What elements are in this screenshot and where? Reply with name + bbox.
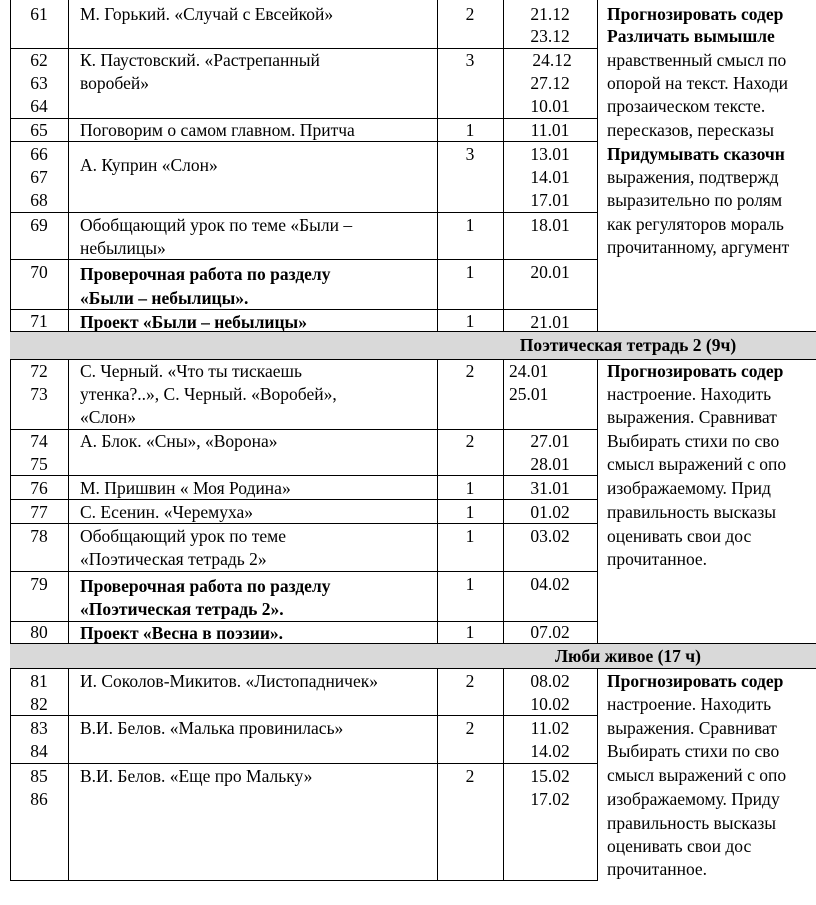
activity-line: смысл выражений с опо	[607, 765, 787, 785]
activity-line: выразительно по ролям	[607, 190, 783, 210]
lesson-title: утенка?..», С. Черный. «Воробей»,	[80, 384, 337, 404]
activity-line: оценивать свои дос	[607, 836, 752, 856]
lesson-title: С. Черный. «Что ты тискаешь	[80, 361, 303, 381]
lesson-number: 73	[30, 384, 48, 404]
activity-line: Придумывать сказочн	[607, 144, 785, 164]
lesson-title: воробей»	[80, 73, 149, 93]
column-border	[68, 668, 69, 881]
lesson-date: 28.01	[530, 454, 570, 474]
lesson-title: А. Куприн «Слон»	[80, 155, 218, 175]
lesson-hours: 2	[465, 671, 475, 691]
lesson-number: 79	[30, 574, 48, 594]
lesson-title: «Слон»	[80, 407, 137, 427]
lesson-number: 71	[30, 311, 48, 331]
lesson-number: 66	[30, 144, 48, 164]
lesson-title: М. Пришвин « Моя Родина»	[80, 478, 291, 498]
lesson-date: 23.12	[530, 26, 570, 46]
lesson-hours: 2	[465, 718, 475, 738]
lesson-title: М. Горький. «Случай с Евсейкой»	[80, 4, 334, 24]
lesson-hours: 2	[465, 4, 475, 24]
lesson-title: Проверочная работа по разделу	[80, 264, 331, 284]
lesson-title: А. Блок. «Сны», «Ворона»	[80, 431, 278, 451]
lesson-hours: 3	[465, 50, 475, 70]
column-border	[68, 0, 69, 331]
lesson-title: Проект «Были – небылицы»	[80, 312, 307, 332]
lesson-date: 24.12	[532, 50, 572, 70]
activity-line: изображаемому. Прид	[607, 478, 771, 498]
section-title: Люби живое (17 ч)	[554, 646, 701, 666]
lesson-number: 70	[30, 262, 48, 282]
lesson-hours: 1	[465, 478, 475, 498]
section-title: Поэтическая тетрадь 2 (9ч)	[519, 335, 737, 355]
lesson-number: 62	[30, 50, 48, 70]
lesson-title: Поговорим о самом главном. Притча	[80, 120, 355, 140]
lesson-date: 31.01	[530, 478, 570, 498]
activity-line: Прогнозировать содер	[607, 671, 784, 691]
lesson-number: 65	[30, 120, 48, 140]
column-border	[597, 668, 598, 881]
activity-line: прочитанному, аргумент	[607, 237, 790, 257]
lesson-date: 08.02	[530, 671, 570, 691]
activity-line: выражения. Сравниват	[607, 407, 777, 427]
lesson-title: Обобщающий урок по теме «Были –	[80, 215, 353, 235]
lesson-date: 15.02	[530, 766, 570, 786]
activity-line: прочитанное.	[607, 859, 708, 879]
lesson-number: 83	[30, 718, 48, 738]
lesson-title: С. Есенин. «Черемуха»	[80, 502, 253, 522]
activity-line: правильность высказы	[607, 502, 777, 522]
lesson-date: 04.02	[530, 574, 570, 594]
lesson-number: 84	[30, 741, 48, 761]
activity-line: правильность высказы	[607, 813, 777, 833]
lesson-number: 77	[30, 502, 48, 522]
lesson-title: В.И. Белов. «Малька провинилась»	[80, 718, 344, 738]
lesson-date: 21.12	[530, 4, 570, 24]
lesson-title: В.И. Белов. «Еще про Мальку»	[80, 766, 313, 786]
lesson-number: 78	[30, 526, 48, 546]
lesson-title: «Поэтическая тетрадь 2».	[80, 599, 284, 619]
activity-line: смысл выражений с опо	[607, 454, 787, 474]
lesson-date: 27.01	[530, 431, 570, 451]
lesson-hours: 1	[465, 262, 475, 282]
activity-line: Прогнозировать содер	[607, 361, 784, 381]
column-border	[597, 359, 598, 643]
activity-line: Выбирать стихи по сво	[607, 741, 780, 761]
lesson-title: И. Соколов-Микитов. «Листопадничек»	[80, 671, 378, 691]
lesson-title: «Были – небылицы».	[80, 288, 249, 308]
lesson-title: К. Паустовский. «Растрепанный	[80, 50, 320, 70]
activity-line: Выбирать стихи по сво	[607, 431, 780, 451]
lesson-hours: 3	[465, 144, 475, 164]
lesson-hours: 2	[465, 431, 475, 451]
lesson-title: Обобщающий урок по теме	[80, 526, 286, 546]
activity-line: настроение. Находить	[607, 694, 772, 714]
lesson-title: Проект «Весна в поэзии».	[80, 623, 284, 643]
lesson-number: 68	[30, 190, 48, 210]
lesson-number: 64	[30, 96, 48, 116]
lesson-number: 61	[30, 4, 48, 24]
lesson-hours: 1	[465, 526, 475, 546]
lesson-date: 14.01	[530, 167, 570, 187]
lesson-date: 18.01	[530, 215, 570, 235]
lesson-date: 17.01	[530, 190, 570, 210]
column-border	[68, 359, 69, 643]
activity-line: как регуляторов мораль	[607, 214, 784, 234]
lesson-date: 03.02	[530, 526, 570, 546]
lesson-hours: 1	[465, 502, 475, 522]
lesson-number: 80	[30, 622, 48, 642]
lesson-date: 10.01	[530, 96, 570, 116]
activity-line: оценивать свои дос	[607, 526, 752, 546]
lesson-date: 01.02	[530, 502, 570, 522]
row-border	[10, 880, 598, 881]
lesson-hours: 2	[465, 361, 475, 381]
lesson-hours: 1	[465, 574, 475, 594]
lesson-number: 74	[30, 431, 48, 451]
activity-line: выражения, подтвержд	[607, 167, 779, 187]
activity-line: нравственный смысл по	[607, 50, 787, 70]
lesson-hours: 1	[465, 622, 475, 642]
lesson-number: 76	[30, 478, 48, 498]
lesson-title: «Поэтическая тетрадь 2»	[80, 549, 267, 569]
lesson-number: 67	[30, 167, 48, 187]
lesson-number: 81	[30, 671, 48, 691]
activity-line: Прогнозировать содер	[607, 4, 784, 24]
lesson-date: 13.01	[530, 144, 570, 164]
lesson-number: 75	[30, 454, 48, 474]
lesson-hours: 1	[465, 215, 475, 235]
lesson-title: Проверочная работа по разделу	[80, 576, 331, 596]
lesson-date: 07.02	[530, 622, 570, 642]
lesson-date: 24.01	[509, 361, 549, 381]
activity-line: прочитанное.	[607, 549, 708, 569]
lesson-number: 86	[30, 789, 48, 809]
lesson-hours: 2	[465, 766, 475, 786]
activity-line: изображаемому. Приду	[607, 789, 780, 809]
lesson-date: 11.01	[530, 120, 570, 140]
lesson-date: 27.12	[530, 73, 570, 93]
lesson-number: 85	[30, 766, 48, 786]
activity-line: выражения. Сравниват	[607, 718, 777, 738]
lesson-date: 20.01	[530, 262, 570, 282]
lesson-date: 21.01	[530, 312, 570, 332]
lesson-hours: 1	[465, 311, 475, 331]
lesson-number: 82	[30, 694, 48, 714]
lesson-hours: 1	[465, 120, 475, 140]
lesson-date: 17.02	[530, 789, 570, 809]
activity-line: Различать вымышле	[607, 26, 775, 46]
lesson-date: 10.02	[530, 694, 570, 714]
lesson-date: 25.01	[509, 384, 549, 404]
activity-line: опорой на текст. Находи	[607, 73, 788, 93]
lesson-date: 14.02	[530, 741, 570, 761]
activity-line: настроение. Находить	[607, 384, 772, 404]
lesson-number: 69	[30, 215, 48, 235]
lesson-number: 63	[30, 73, 48, 93]
activity-line: пересказов, пересказы	[607, 120, 774, 140]
lesson-number: 72	[30, 361, 48, 381]
lesson-date: 11.02	[530, 718, 570, 738]
lesson-title: небылицы»	[80, 238, 166, 258]
activity-line: прозаическом тексте.	[607, 96, 766, 116]
